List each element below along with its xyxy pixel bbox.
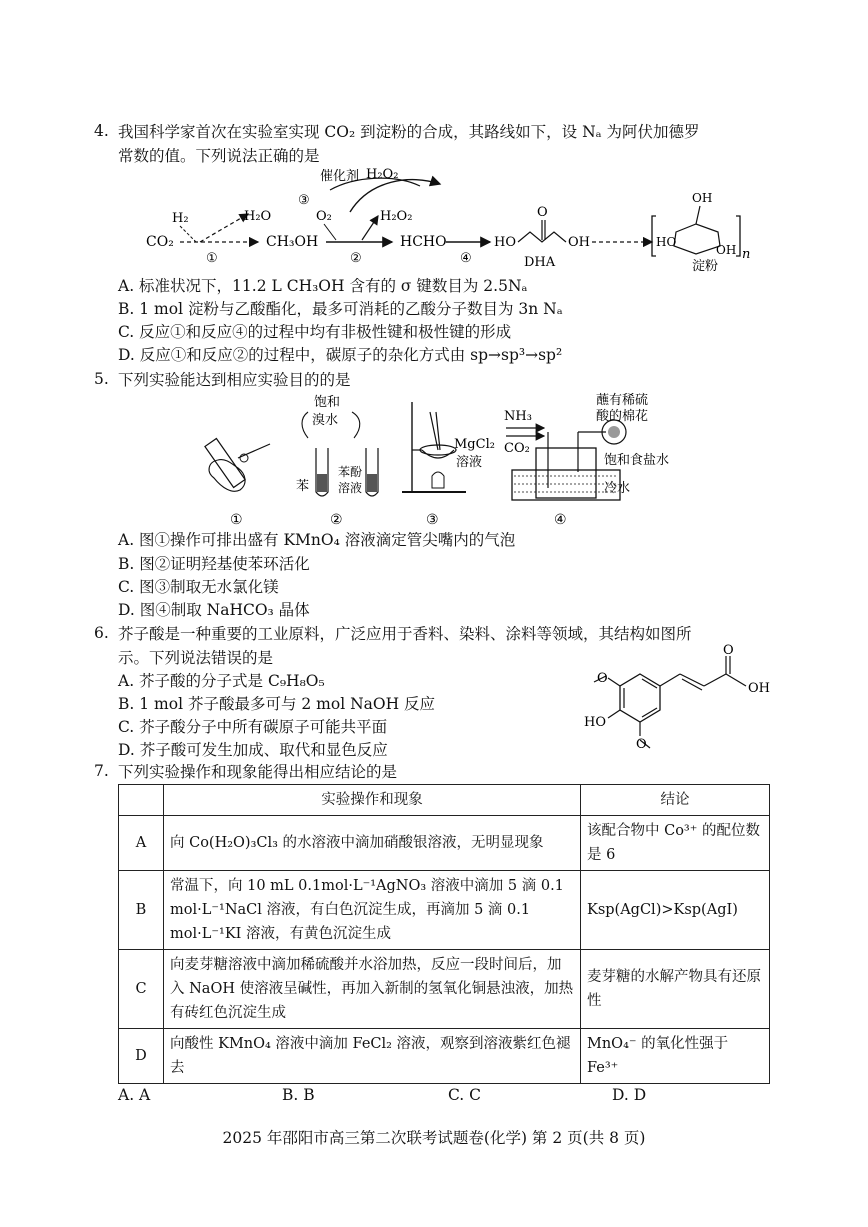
q7-table xyxy=(118,784,770,1084)
q6-stem-line1: 芥子酸是一种重要的工业原料，广泛应用于香料、染料、涂料等领域，其结构如图所 xyxy=(118,625,692,643)
fig4-co2: CO₂ xyxy=(504,441,530,456)
dha-ho: HO xyxy=(494,235,516,250)
starch-oh: OH xyxy=(716,243,737,257)
row-label: D xyxy=(119,1029,164,1084)
row-conclusion: 麦芽糖的水解产物具有还原性 xyxy=(581,950,770,1029)
q6-option-a: A. 芥子酸的分子式是 C₉H₈O₅ xyxy=(118,672,325,690)
row-label: A xyxy=(119,816,164,871)
q6-option-b: B. 1 mol 芥子酸最多可与 2 mol NaOH 反应 xyxy=(118,695,436,713)
sinapic-acid-structure xyxy=(580,644,780,756)
fig4-nh3: NH₃ xyxy=(504,409,532,424)
header-conclusion: 结论 xyxy=(581,785,770,816)
q4-option-a: A. 标准状况下，11.2 L CH₃OH 含有的 σ 键数目为 2.5Nₐ xyxy=(118,277,528,295)
q6-option-c: C. 芥子酸分子中所有碳原子可能共平面 xyxy=(118,718,388,736)
step2-label: ② xyxy=(350,251,362,266)
q7-answer-b: B. B xyxy=(282,1086,315,1104)
h2o2-mid-label: H₂O₂ xyxy=(380,209,413,224)
q5-stem: 下列实验能达到相应实验目的的是 xyxy=(118,371,351,389)
q4-stem-line1: 我国科学家首次在实验室实现 CO₂ 到淀粉的合成，其路线如下，设 Nₐ 为阿伏加德罗 xyxy=(118,123,700,141)
benzene-ring xyxy=(620,674,660,722)
starch-ho: HO xyxy=(656,235,677,249)
header-operation: 实验操作和现象 xyxy=(164,785,581,816)
co2-label: CO₂ xyxy=(146,234,174,250)
q4-option-d: D. 反应①和反应②的过程中，碳原子的杂化方式由 sp→sp³→sp² xyxy=(118,346,563,364)
omethyl-top: O xyxy=(597,671,608,686)
o2-label: O₂ xyxy=(316,209,332,224)
q7-answer-a: A. A xyxy=(118,1086,151,1104)
fig4-nahco3-setup xyxy=(504,392,669,500)
step4-label: ④ xyxy=(460,251,472,266)
fig3-label: ③ xyxy=(426,512,439,528)
table-row xyxy=(119,1029,770,1084)
fig4-top2: 酸的棉花 xyxy=(596,409,649,424)
fig2-label: ② xyxy=(330,512,343,528)
q7-answer-d: D. D xyxy=(612,1086,647,1104)
table-header-row xyxy=(119,785,770,816)
starch-n: n xyxy=(742,247,751,262)
row-label: B xyxy=(119,871,164,950)
q7-stem: 下列实验操作和现象能得出相应结论的是 xyxy=(118,763,398,781)
starch-ring xyxy=(674,224,720,254)
fig2-top1: 饱和 xyxy=(314,395,341,410)
q7-answer-c: C. C xyxy=(448,1086,482,1104)
row-operation: 向 Co(H₂O)₃Cl₃ 的水溶液中滴加硝酸银溶液，无明显现象 xyxy=(164,816,581,871)
table-row xyxy=(119,950,770,1029)
fig3-label2: 溶液 xyxy=(456,455,483,470)
q4-number: 4. xyxy=(94,122,109,140)
h2-label: H₂ xyxy=(172,211,189,226)
hcho-label: HCHO xyxy=(400,234,447,250)
table-row xyxy=(119,871,770,950)
fig4-top1: 蘸有稀硫 xyxy=(596,393,649,408)
q5-option-c: C. 图③制取无水氯化镁 xyxy=(118,578,279,596)
row-conclusion: MnO₄⁻ 的氧化性强于 Fe³⁺ xyxy=(581,1029,770,1084)
q4-option-c: C. 反应①和反应④的过程中均有非极性键和极性键的形成 xyxy=(118,323,512,341)
q7-number: 7. xyxy=(94,762,109,780)
h2o2-top-label: H₂O₂ xyxy=(366,167,399,182)
q4-option-b: B. 1 mol 淀粉与乙酸酯化，最多可消耗的乙酸分子数目为 3n Nₐ xyxy=(118,300,563,318)
fig1-label: ① xyxy=(230,512,243,528)
ho-label: HO xyxy=(584,715,606,730)
oh-label: OH xyxy=(748,681,770,696)
dha-label: DHA xyxy=(524,255,556,270)
h2o-label: H₂O xyxy=(244,209,272,224)
row-operation: 向麦芽糖溶液中滴加稀硫酸并水浴加热，反应一段时间后，加入 NaOH 使溶液呈碱性，再加入新制的氢氧化铜悬浊液，加热有砖红色沉淀生成 xyxy=(164,950,581,1029)
fig4-cold: 冷水 xyxy=(604,481,631,496)
fig1-burette xyxy=(205,439,270,492)
step3-label: ③ xyxy=(298,193,310,208)
row-operation: 向酸性 KMnO₄ 溶液中滴加 FeCl₂ 溶液，观察到溶液紫红色褪去 xyxy=(164,1029,581,1084)
q4-stem-line2: 常数的值。下列说法正确的是 xyxy=(118,147,320,165)
fig2-left: 苯 xyxy=(296,479,310,494)
q6-stem-line2: 示。下列说法错误的是 xyxy=(118,649,274,667)
q5-apparatus-figures xyxy=(196,392,716,530)
omethyl-bottom: O xyxy=(636,737,647,752)
table-row xyxy=(119,816,770,871)
starch-label: 淀粉 xyxy=(692,259,719,272)
row-label: C xyxy=(119,950,164,1029)
fig2-tubes xyxy=(296,394,378,496)
fig4-salt: 饱和食盐水 xyxy=(604,453,670,468)
fig4-label: ④ xyxy=(554,512,567,528)
row-operation: 常温下，向 10 mL 0.1mol·L⁻¹AgNO₃ 溶液中滴加 5 滴 0.1 mol·L⁻¹NaCl 溶液，有白色沉淀生成，再滴加 5 滴 0.1 mol·L⁻¹KI 溶液，有黄色沉淀生成 xyxy=(164,871,581,950)
row-conclusion: 该配合物中 Co³⁺ 的配位数是 6 xyxy=(581,816,770,871)
catalyst-label: 催化剂 xyxy=(320,169,360,184)
fig2-top2: 溴水 xyxy=(312,413,339,428)
fig3-label1: MgCl₂ xyxy=(454,437,495,452)
page-footer: 2025 年邵阳市高三第二次联考试题卷(化学) 第 2 页(共 8 页) xyxy=(222,1129,646,1147)
fig2-right1: 苯酚 xyxy=(338,465,363,479)
ch3oh-label: CH₃OH xyxy=(266,234,319,250)
q5-option-d: D. 图④制取 NaHCO₃ 晶体 xyxy=(118,601,310,619)
dha-o: O xyxy=(537,205,548,220)
q5-number: 5. xyxy=(94,370,109,388)
carbonyl-o: O xyxy=(723,644,734,658)
starch-oh-top: OH xyxy=(692,191,713,205)
dha-oh: OH xyxy=(568,235,590,250)
header-empty xyxy=(119,785,164,816)
fig3-evaporation xyxy=(402,402,495,492)
q5-option-b: B. 图②证明羟基使苯环活化 xyxy=(118,555,310,573)
q5-option-a: A. 图①操作可排出盛有 KMnO₄ 溶液滴定管尖嘴内的气泡 xyxy=(118,531,516,549)
step1-label: ① xyxy=(206,251,218,266)
q6-option-d: D. 芥子酸可发生加成、取代和显色反应 xyxy=(118,741,388,759)
row-conclusion: Ksp(AgCl)>Ksp(AgI) xyxy=(581,871,770,950)
q6-number: 6. xyxy=(94,624,109,642)
fig2-right2: 溶液 xyxy=(338,481,363,495)
q4-synthesis-route-diagram xyxy=(140,162,760,272)
step3-loop-arrow xyxy=(350,180,440,212)
h2o-release-arrow xyxy=(200,214,248,242)
